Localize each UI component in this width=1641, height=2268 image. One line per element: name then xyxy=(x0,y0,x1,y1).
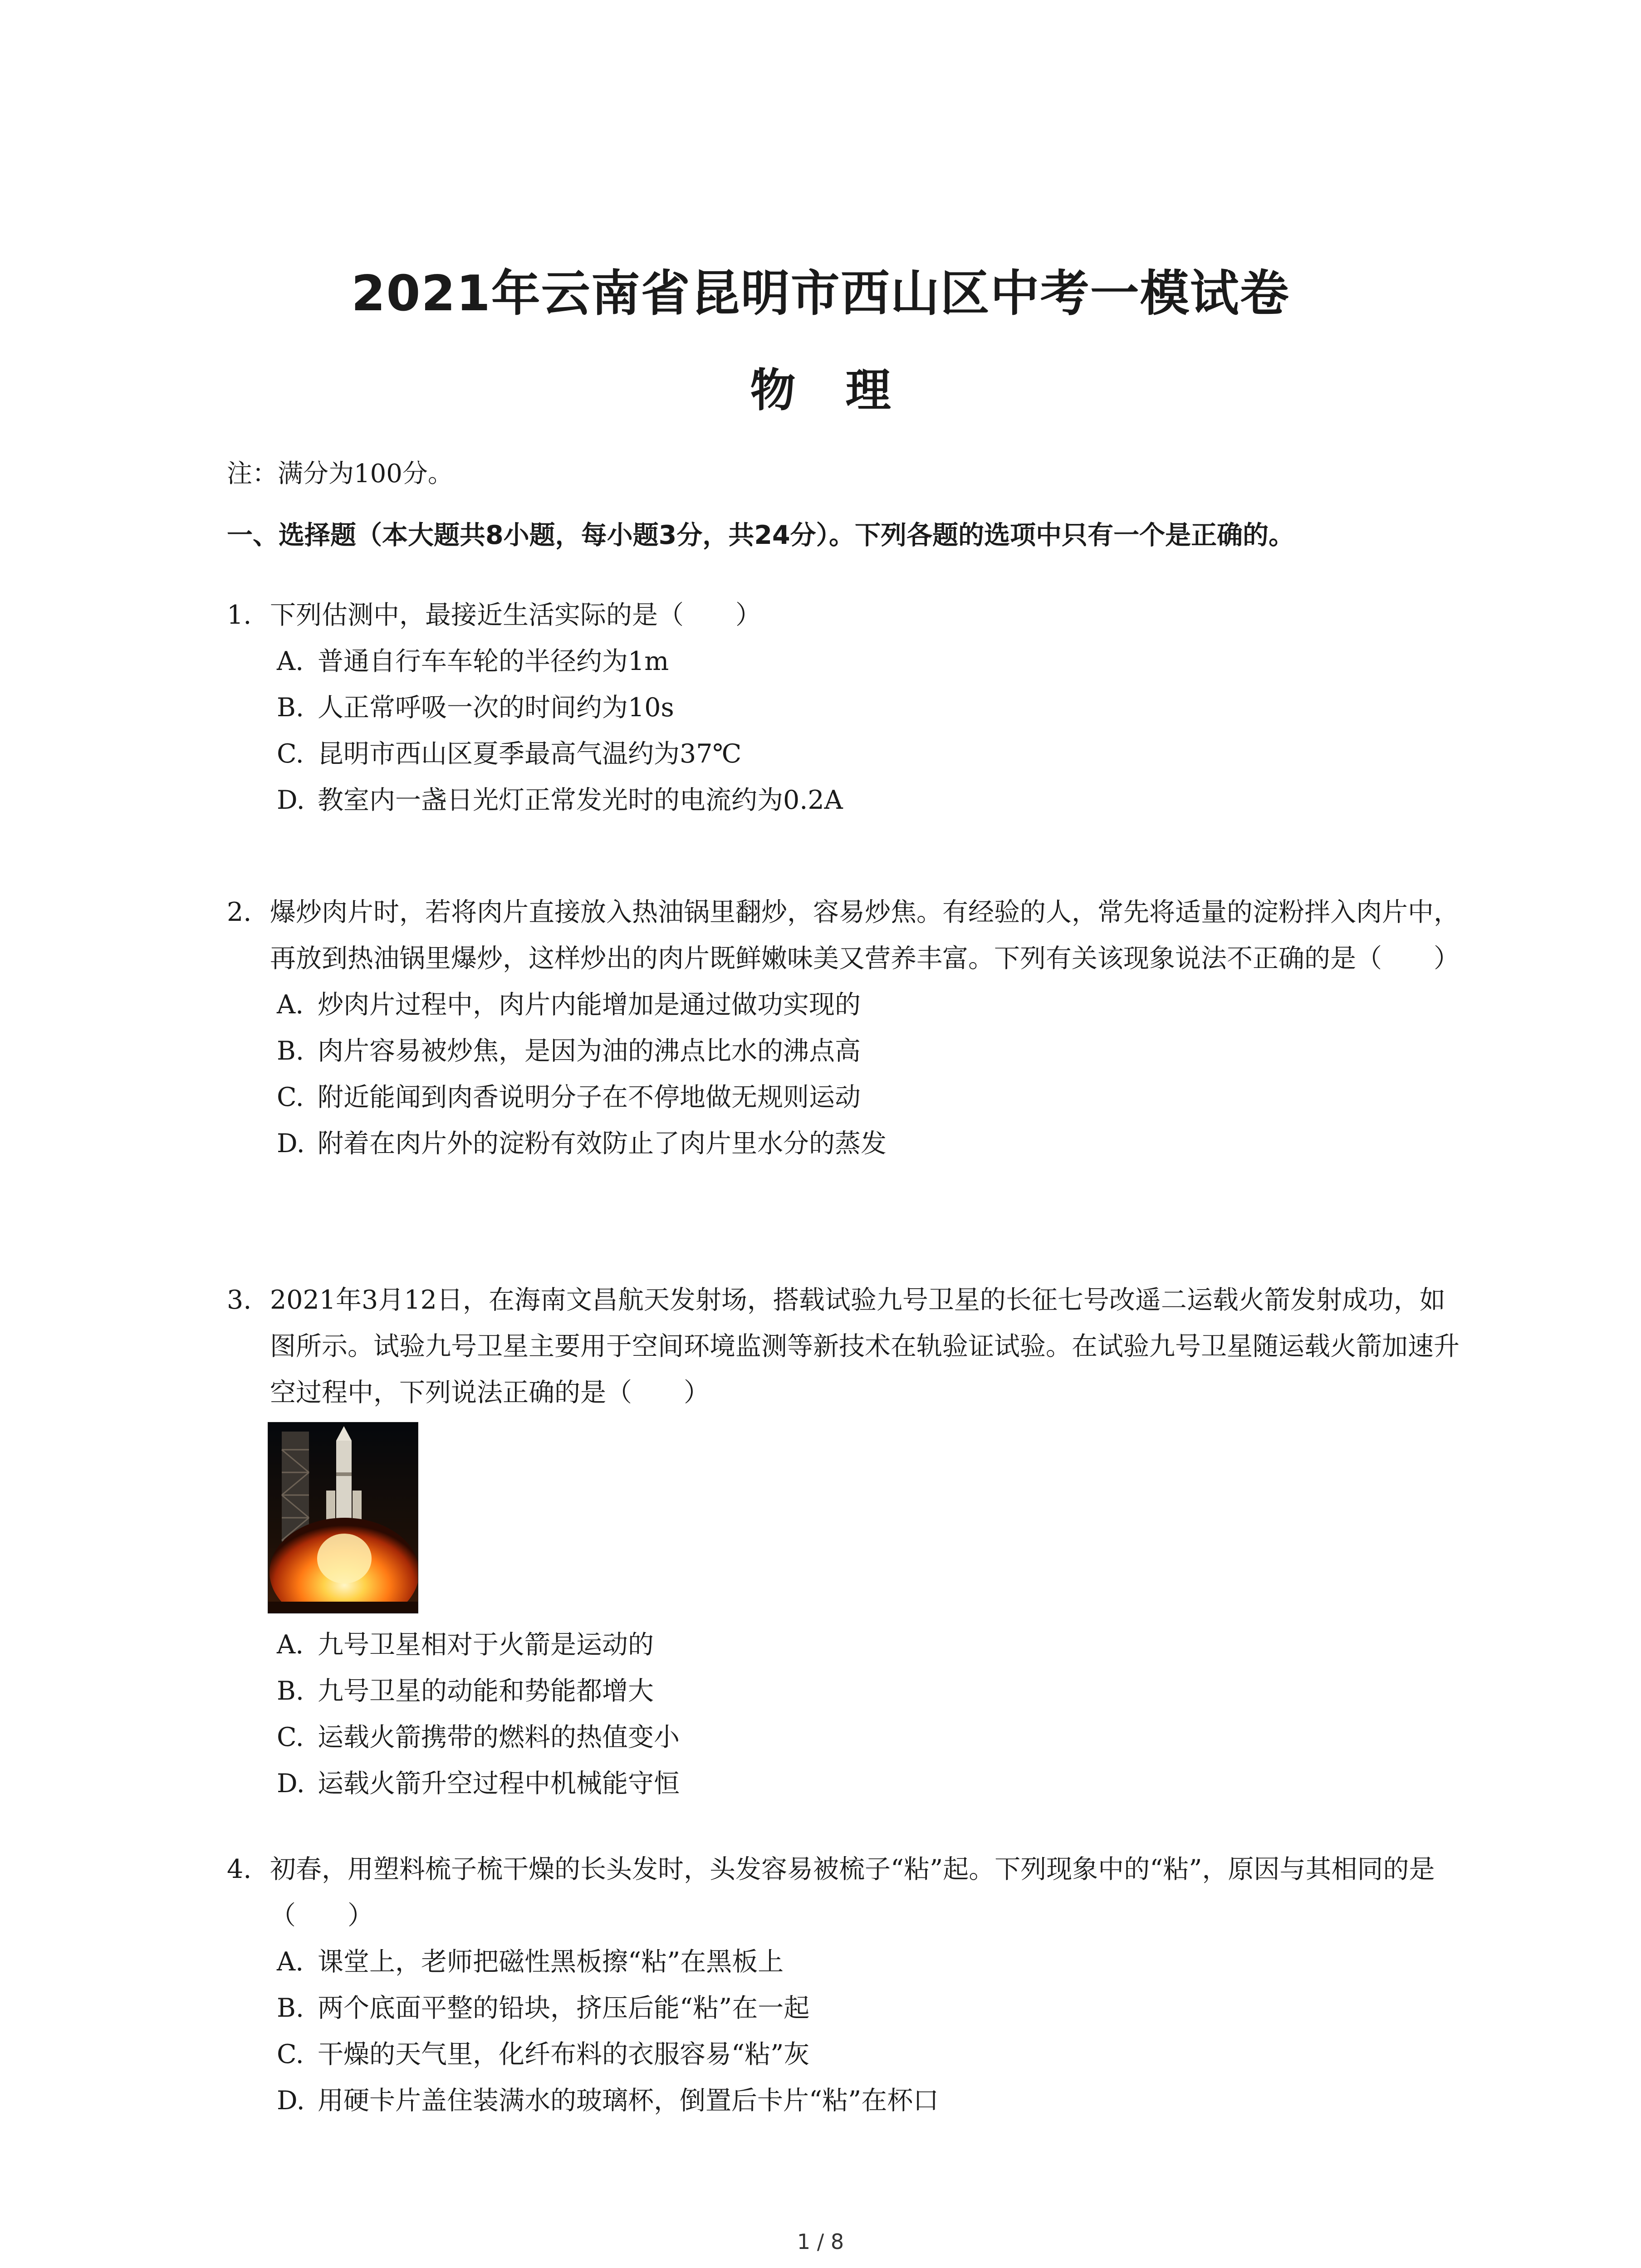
question-4 xyxy=(227,1846,1461,2124)
option-c xyxy=(227,731,1461,777)
option-text: 九号卫星相对于火箭是运动的 xyxy=(318,1630,654,1660)
option-text: 九号卫星的动能和势能都增大 xyxy=(318,1676,654,1706)
question-3 xyxy=(227,1277,1461,1807)
option-text: 课堂上，老师把磁性黑板擦“粘”在黑板上 xyxy=(318,1947,784,1977)
option-text: 干燥的天气里，化纤布料的衣服容易“粘”灰 xyxy=(318,2039,810,2069)
rocket-launch-image xyxy=(268,1422,418,1613)
option-d xyxy=(227,777,1461,823)
option-text: 人正常呼吸一次的时间约为10s xyxy=(318,693,674,723)
option-b xyxy=(227,1668,1461,1714)
option-letter: C. xyxy=(277,2039,304,2069)
question-number: 1. xyxy=(227,600,252,630)
option-text: 运载火箭携带的燃料的热值变小 xyxy=(318,1722,680,1752)
option-d xyxy=(227,1760,1461,1807)
option-c xyxy=(227,1074,1461,1120)
option-b xyxy=(227,1985,1461,2031)
option-letter: D. xyxy=(277,2086,305,2116)
option-letter: A. xyxy=(277,1630,304,1660)
exam-title: 2021年云南省昆明市西山区中考一模试卷 xyxy=(351,265,1290,322)
option-text: 用硬卡片盖住装满水的玻璃杯，倒置后卡片“粘”在杯口 xyxy=(318,2086,939,2116)
option-letter: B. xyxy=(277,1036,304,1066)
question-number: 3. xyxy=(227,1285,252,1315)
score-note: 注：满分为100分。 xyxy=(227,459,453,489)
option-c xyxy=(227,1714,1461,1760)
option-text: 普通自行车车轮的半径约为1m xyxy=(318,646,669,676)
question-1 xyxy=(227,592,1461,823)
option-letter: A. xyxy=(277,646,304,676)
subject-title: 物理 xyxy=(750,364,941,417)
option-letter: D. xyxy=(277,1769,305,1799)
question-stem xyxy=(227,1277,1461,1416)
option-text: 炒肉片过程中，肉片内能增加是通过做功实现的 xyxy=(318,990,861,1020)
option-d xyxy=(227,1120,1461,1167)
option-text: 运载火箭升空过程中机械能守恒 xyxy=(318,1769,680,1799)
option-a xyxy=(227,638,1461,684)
option-text: 两个底面平整的铅块，挤压后能“粘”在一起 xyxy=(318,1993,810,2023)
question-text: 下列估测中，最接近生活实际的是（ ） xyxy=(270,600,761,630)
option-a xyxy=(227,1622,1461,1668)
option-b xyxy=(227,684,1461,731)
question-text: 初春，用塑料梳子梳干燥的长头发时，头发容易被梳子“粘”起。下列现象中的“粘”，原因与其相同的是（ ） xyxy=(270,1854,1435,1931)
option-d xyxy=(227,2077,1461,2124)
option-letter: B. xyxy=(277,693,304,723)
question-stem xyxy=(227,1846,1461,1939)
option-text: 附着在肉片外的淀粉有效防止了肉片里水分的蒸发 xyxy=(318,1129,887,1158)
option-letter: B. xyxy=(277,1676,304,1706)
question-number: 4. xyxy=(227,1854,252,1884)
option-letter: D. xyxy=(277,785,305,815)
page-number: 1 / 8 xyxy=(797,2229,844,2254)
option-a xyxy=(227,1939,1461,1985)
option-letter: C. xyxy=(277,739,304,769)
question-number: 2. xyxy=(227,897,252,927)
option-text: 附近能闻到肉香说明分子在不停地做无规则运动 xyxy=(318,1082,861,1112)
option-letter: C. xyxy=(277,1082,304,1112)
option-a xyxy=(227,982,1461,1028)
question-stem xyxy=(227,889,1461,982)
option-text: 教室内一盏日光灯正常发光时的电流约为0.2A xyxy=(318,785,843,815)
option-letter: B. xyxy=(277,1993,304,2023)
question-stem xyxy=(227,592,1461,638)
option-letter: A. xyxy=(277,1947,304,1977)
question-text: 爆炒肉片时，若将肉片直接放入热油锅里翻炒，容易炒焦。有经验的人，常先将适量的淀粉拌入肉片中，再放到热油锅里爆炒，这样炒出的肉片既鲜嫩味美又营养丰富。下列有关该现象说法不正确的是（ ） xyxy=(270,897,1460,973)
option-letter: C. xyxy=(277,1722,304,1752)
question-2 xyxy=(227,889,1461,1167)
option-text: 肉片容易被炒焦，是因为油的沸点比水的沸点高 xyxy=(318,1036,861,1066)
section-heading: 一、选择题（本大题共8小题，每小题3分，共24分）。下列各题的选项中只有一个是正确的。 xyxy=(227,520,1295,550)
option-letter: D. xyxy=(277,1129,305,1158)
option-letter: A. xyxy=(277,990,304,1020)
option-text: 昆明市西山区夏季最高气温约为37℃ xyxy=(318,739,742,769)
question-text: 2021年3月12日，在海南文昌航天发射场，搭载试验九号卫星的长征七号改遥二运载火箭发射成功，如图所示。试验九号卫星主要用于空间环境监测等新技术在轨验证试验。在试验九号卫星随运载火箭加速升空过程中，下列说法正确的是（ ） xyxy=(270,1285,1460,1408)
option-b xyxy=(227,1028,1461,1074)
option-c xyxy=(227,2031,1461,2077)
